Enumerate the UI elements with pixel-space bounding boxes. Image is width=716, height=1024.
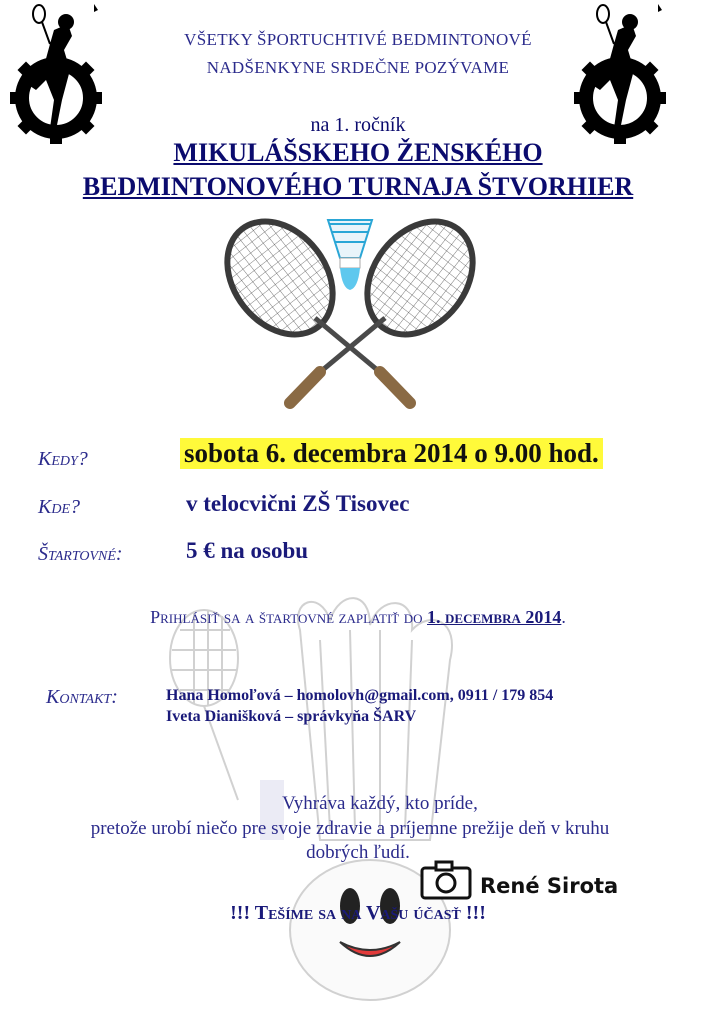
crossed-rackets-shuttlecock-icon (200, 208, 500, 418)
registration-text: Prihlásiť sa a štartovné zaplatiť do (150, 607, 428, 627)
registration-note (0, 607, 716, 628)
where-label: Kde? (38, 496, 81, 518)
registration-end: . (561, 607, 566, 627)
shuttlecock-mascot-icon (150, 570, 550, 1010)
message-line-2: pretože urobí niečo pre svoje zdravie a príjemne prežije deň v kruhu (90, 818, 610, 839)
registration-deadline: 1. decembra 2014 (427, 607, 562, 627)
message-line-1: Vyhráva každý, kto príde, (282, 793, 478, 814)
contact-line-2: Iveta Dianišková – správkyňa ŠARV (166, 708, 417, 725)
invite-line-2: NADŠENKYNE SRDEČNE POZÝVAME (206, 58, 510, 77)
edition-text: na 1. ročník (310, 114, 406, 136)
camera-icon (420, 860, 472, 900)
photographer-credit: René Sirota (480, 874, 619, 898)
when-value: sobota 6. decembra 2014 o 9.00 hod. (180, 438, 603, 469)
message-line-3: dobrých ľudí. (306, 842, 410, 863)
fee-value: 5 € na osobu (186, 538, 309, 563)
closing-text: !!! Tešíme sa na Vašu účasť !!! (230, 902, 486, 924)
title-line-1: MIKULÁŠSKEHO ŽENSKÉHO (173, 138, 543, 167)
contact-line-1: Hana Homoľová – homolovh@gmail.com, 0911 / 179 854 (166, 687, 554, 704)
invite-line-1: VŠETKY ŠPORTUCHTIVÉ BEDMINTONOVÉ (184, 30, 532, 49)
when-label: Kedy? (38, 448, 88, 470)
contact-label: Kontakt: (46, 686, 118, 708)
fee-label: Štartovné: (38, 543, 123, 565)
where-value: v telocvični ZŠ Tisovec (186, 491, 410, 516)
title-line-2: BEDMINTONOVÉHO TURNAJA ŠTVORHIER (82, 172, 634, 201)
